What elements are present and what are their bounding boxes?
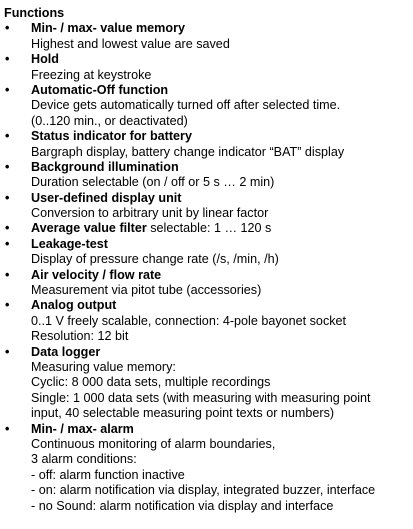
- feature-description-line: Freezing at keystroke: [31, 67, 152, 82]
- feature-title-text: Status indicator for battery: [31, 129, 192, 144]
- feature-title-text: Data logger: [31, 344, 101, 359]
- feature-item: [0, 160, 413, 191]
- feature-description-line: Highest and lowest value are saved: [31, 36, 230, 51]
- bullet-icon: •: [5, 421, 10, 436]
- feature-title-text: Leakage-test: [31, 236, 108, 251]
- feature-title-text: Background illumination: [31, 159, 179, 174]
- feature-title-text: Min- / max- alarm: [31, 421, 134, 436]
- feature-item: [0, 268, 413, 299]
- feature-description-line: Conversion to arbitrary unit by linear factor: [31, 206, 269, 221]
- feature-title-text: Air velocity / flow rate: [31, 267, 162, 282]
- feature-title: [31, 298, 413, 313]
- bullet-icon: •: [5, 344, 10, 359]
- feature-title-text: Min- / max- value memory: [31, 21, 185, 36]
- bullet-icon: •: [5, 190, 10, 205]
- bullet-icon: •: [5, 267, 10, 282]
- feature-title-text: User-defined display unit: [31, 190, 182, 205]
- feature-title-text: Average value filter: [31, 221, 147, 236]
- feature-item: [0, 191, 413, 222]
- feature-title: [31, 21, 413, 36]
- feature-title-suffix: selectable: 1 … 120 s: [146, 221, 272, 236]
- feature-description-line: Device gets automatically turned off after selected time.: [31, 98, 341, 113]
- feature-description-line: (0..120 min., or deactivated): [31, 113, 188, 128]
- feature-title: [31, 422, 413, 437]
- feature-item: [0, 221, 413, 236]
- feature-description-line: Display of pressure change rate (/s, /min, /h): [31, 252, 279, 267]
- feature-item: [0, 83, 413, 129]
- feature-description-line: Measuring value memory:: [31, 359, 176, 374]
- feature-description-line: Cyclic: 8 000 data sets, multiple recordings: [31, 375, 271, 390]
- feature-title: [31, 83, 413, 98]
- bullet-icon: •: [5, 221, 10, 236]
- feature-item: [0, 345, 413, 422]
- feature-title: [31, 345, 413, 360]
- bullet-icon: •: [5, 21, 10, 36]
- feature-description-line: - on: alarm notification via display, integrated buzzer, interface: [31, 483, 376, 498]
- feature-title: [31, 191, 413, 206]
- bullet-icon: •: [5, 236, 10, 251]
- feature-description-line: - no Sound: alarm notification via display and interface: [31, 498, 334, 513]
- section-heading: Functions: [4, 6, 65, 20]
- feature-item: [0, 422, 413, 514]
- feature-description-line: Continuous monitoring of alarm boundaries,: [31, 436, 276, 451]
- bullet-icon: •: [5, 159, 10, 174]
- feature-list: [0, 21, 413, 514]
- feature-item: [0, 21, 413, 52]
- feature-title: [31, 129, 413, 144]
- feature-description-line: Bargraph display, battery change indicator “BAT” display: [31, 144, 345, 159]
- bullet-icon: •: [5, 298, 10, 313]
- feature-item: [0, 52, 413, 83]
- feature-title-text: Hold: [31, 52, 59, 67]
- feature-description-line: Single: 1 000 data sets (with measuring with measuring point: [31, 390, 371, 405]
- feature-description-line: Duration selectable (on / off or 5 s … 2 min): [31, 175, 275, 190]
- feature-title: [31, 237, 413, 252]
- feature-description-line: 3 alarm conditions:: [31, 452, 137, 467]
- feature-description-line: 0..1 V freely scalable, connection: 4-pole bayonet socket: [31, 313, 347, 328]
- feature-title: [31, 160, 413, 175]
- bullet-icon: •: [5, 82, 10, 97]
- feature-item: [0, 237, 413, 268]
- feature-item: [0, 298, 413, 344]
- feature-description-line: input, 40 selectable measuring point texts or numbers): [31, 406, 335, 421]
- feature-item: [0, 129, 413, 160]
- feature-title-text: Analog output: [31, 298, 117, 313]
- feature-title-text: Automatic-Off function: [31, 82, 169, 97]
- bullet-icon: •: [5, 129, 10, 144]
- feature-description-line: Resolution: 12 bit: [31, 329, 129, 344]
- feature-title: [31, 221, 413, 236]
- feature-description-line: Measurement via pitot tube (accessories): [31, 283, 262, 298]
- feature-title: [31, 52, 413, 67]
- feature-description-line: - off: alarm function inactive: [31, 467, 185, 482]
- bullet-icon: •: [5, 52, 10, 67]
- feature-title: [31, 268, 413, 283]
